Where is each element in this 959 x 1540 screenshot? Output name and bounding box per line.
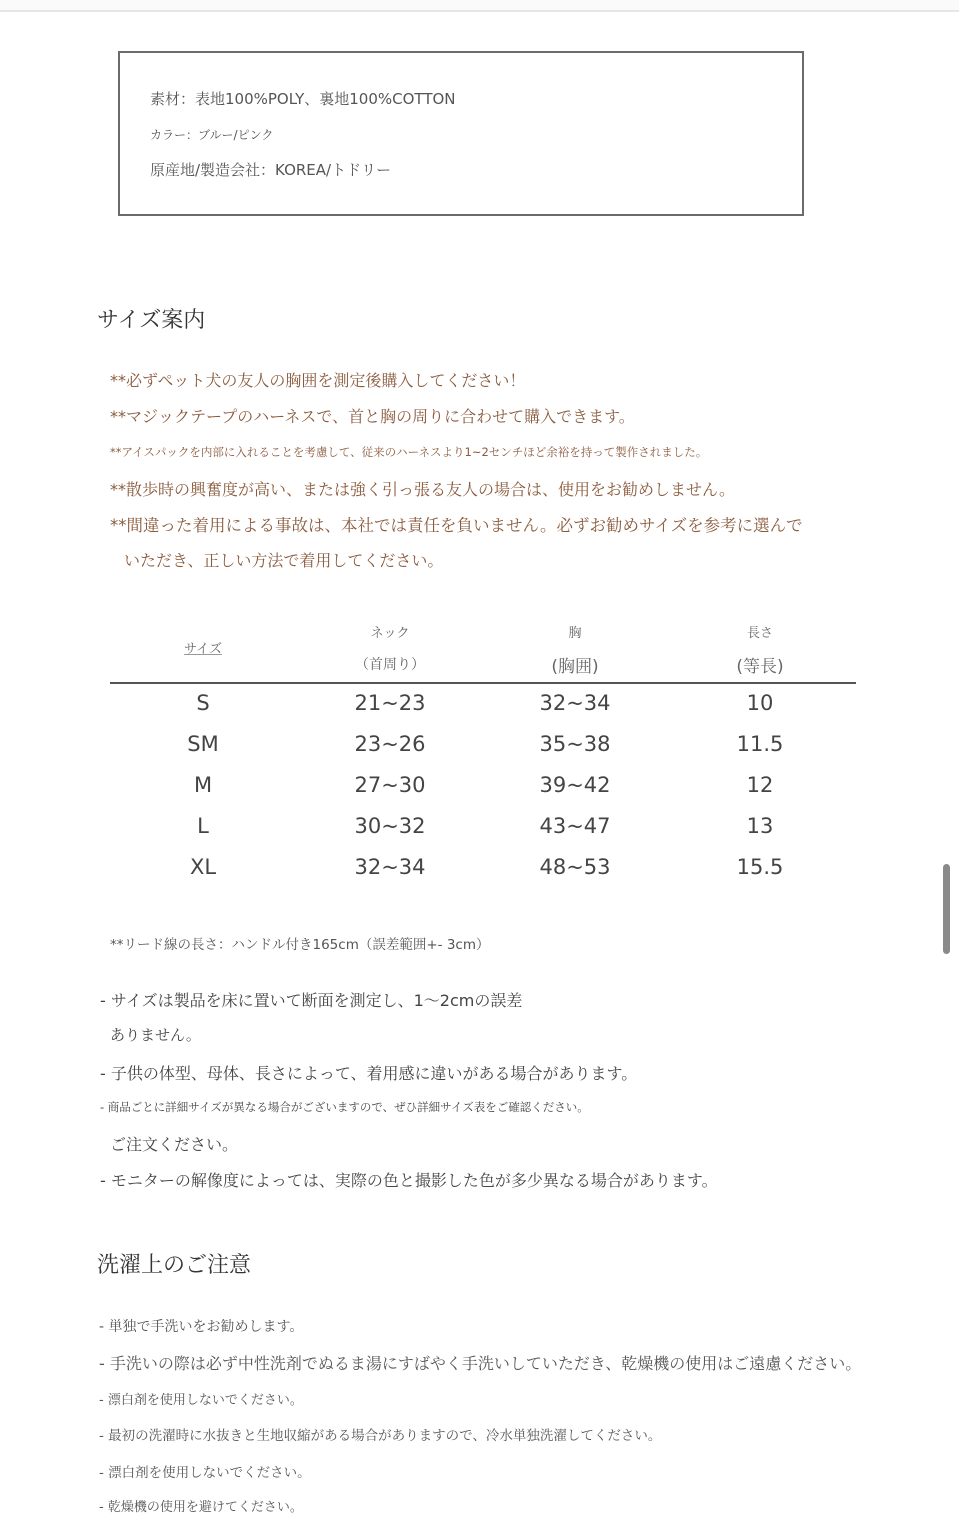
table-cell: 30~32 bbox=[354, 814, 426, 838]
table-cell: 43~47 bbox=[539, 814, 611, 838]
washing-item: - 乾燥機の使用を避けてください。 bbox=[99, 1500, 303, 1515]
table-cell: 23~26 bbox=[354, 732, 426, 756]
washing-item: - 手洗いの際は必ず中性洗剤でぬるま湯にすばやく手洗いしていただき、乾燥機の使用はご遠慮ください。 bbox=[99, 1354, 862, 1373]
table-cell: 10 bbox=[746, 691, 774, 715]
table-cell: 39~42 bbox=[539, 773, 611, 797]
table-cell: 21~23 bbox=[354, 691, 426, 715]
size-guide-title: サイズ案内 bbox=[97, 308, 206, 333]
size-note: **必ずペット犬の友人の胸囲を測定後購入してください！ bbox=[110, 371, 526, 390]
washing-item: - 漂白剤を使用しないでください。 bbox=[99, 1465, 311, 1481]
washing-item: - 単独で手洗いをお勧めします。 bbox=[99, 1319, 304, 1335]
col-header-chest-sub: (胸囲) bbox=[551, 657, 599, 677]
size-note: **マジックテープのハーネスで、首と胸の周りに合わせて購入できます。 bbox=[110, 407, 635, 426]
color-text: カラー：ブルー/ピンク bbox=[150, 128, 274, 142]
size-note: いただき、正しい方法で着用してください。 bbox=[124, 551, 444, 570]
table-cell: 13 bbox=[746, 814, 774, 838]
size-note: **アイスパックを内部に入れることを考慮して、従来のハーネスより1~2センチほど余裕を持って製作されました。 bbox=[110, 445, 708, 459]
washing-item: - 最初の洗濯時に水抜きと生地収縮がある場合がありますので、冷水単独洗濯してください。 bbox=[99, 1428, 662, 1444]
table-cell: 12 bbox=[746, 773, 774, 797]
washing-title: 洗濯上のご注意 bbox=[97, 1253, 252, 1278]
col-header-neck-sub: （首周り） bbox=[355, 657, 425, 673]
size-note: **散歩時の興奮度が高い、または強く引っ張る友人の場合は、使用をお勧めしません。 bbox=[110, 480, 735, 499]
col-header-length: 長さ bbox=[746, 626, 773, 641]
col-header-chest: 胸 bbox=[568, 626, 582, 641]
size-note: **間違った着用による事故は、本社では責任を負いません。必ずお勧めサイズを参考に選んで bbox=[110, 516, 803, 535]
table-cell: 35~38 bbox=[539, 732, 611, 756]
table-header-divider bbox=[110, 682, 856, 684]
origin-text: 原産地/製造会社：KOREA/トドリー bbox=[150, 161, 392, 179]
size-bullet: ありません。 bbox=[110, 1026, 201, 1044]
size-bullet: - 子供の体型、母体、長さによって、着用感に違いがある場合があります。 bbox=[100, 1064, 638, 1083]
table-cell: L bbox=[197, 814, 209, 838]
product-info-box bbox=[118, 51, 804, 216]
size-bullet: - サイズは製品を床に置いて断面を測定し、1〜2cmの誤差 bbox=[100, 991, 523, 1010]
material-text: 素材：表地100%POLY、裏地100%COTTON bbox=[150, 90, 456, 108]
size-bullet: ご注文ください。 bbox=[110, 1135, 239, 1154]
table-cell: XL bbox=[189, 855, 217, 879]
size-bullet: - モニターの解像度によっては、実際の色と撮影した色が多少異なる場合があります。 bbox=[100, 1171, 718, 1190]
scrollbar-thumb[interactable] bbox=[943, 864, 950, 954]
table-cell: S bbox=[196, 691, 210, 715]
size-bullet: - 商品ごとに詳細サイズが異なる場合がございますので、ぜひ詳細サイズ表をご確認ください。 bbox=[100, 1100, 589, 1114]
table-cell: M bbox=[193, 773, 213, 797]
table-cell: 15.5 bbox=[736, 855, 784, 879]
col-header-size: サイズ bbox=[184, 642, 222, 657]
table-cell: 32~34 bbox=[354, 855, 426, 879]
table-cell: 48~53 bbox=[539, 855, 611, 879]
table-cell: 11.5 bbox=[736, 732, 784, 756]
top-bar bbox=[0, 0, 959, 12]
table-cell: SM bbox=[187, 732, 219, 756]
col-header-length-sub: (等長) bbox=[736, 657, 784, 677]
lead-length-note: **リード線の長さ：ハンドル付き165cm（誤差範囲+- 3cm） bbox=[110, 937, 490, 953]
table-cell: 32~34 bbox=[539, 691, 611, 715]
col-header-neck: ネック bbox=[370, 626, 410, 641]
washing-item: - 漂白剤を使用しないでください。 bbox=[99, 1393, 303, 1408]
table-cell: 27~30 bbox=[354, 773, 426, 797]
